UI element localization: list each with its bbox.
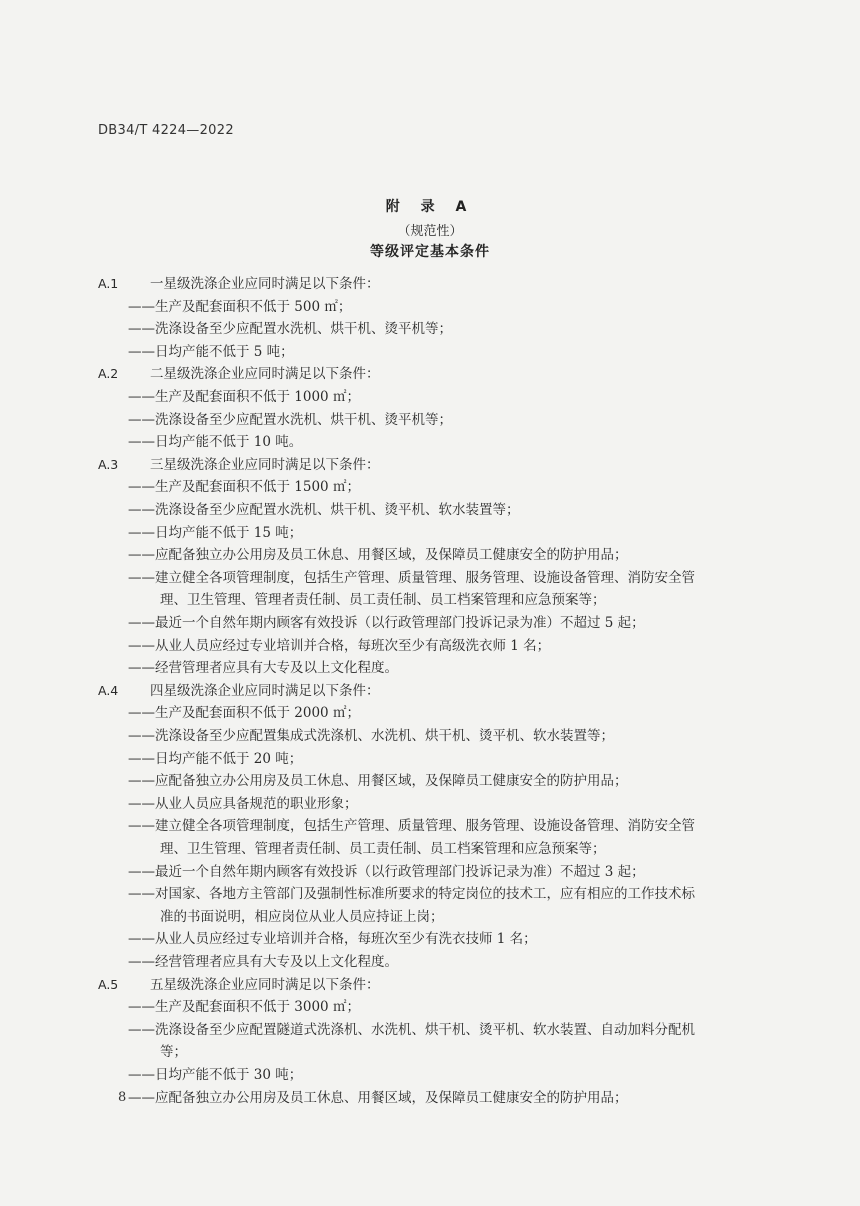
requirement-item: ——洗涤设备至少应配置水洗机、烘干机、烫平机等； xyxy=(128,321,452,338)
section-title: 一星级洗涤企业应同时满足以下条件： xyxy=(150,276,380,292)
requirement-item: ——洗涤设备至少应配置集成式洗涤机、水洗机、烘干机、烫平机、软水装置等； xyxy=(128,728,614,744)
requirement-item: ——应配备独立办公用房及员工休息、用餐区域，及保障员工健康安全的防护用品； xyxy=(128,773,628,790)
appendix-type: （规范性） xyxy=(397,224,463,239)
requirement-item-continuation: 理、卫生管理、管理者责任制、员工责任制、员工档案管理和应急预案等； xyxy=(160,592,606,609)
section-number: A.5 xyxy=(98,976,119,992)
section-number: A.4 xyxy=(98,682,119,698)
document-code: DB34/T 4224—2022 xyxy=(98,123,234,138)
requirement-item: ——日均产能不低于 30 吨； xyxy=(128,1067,303,1083)
requirement-item: ——生产及配套面积不低于 2000 ㎡； xyxy=(128,705,360,722)
section-title: 三星级洗涤企业应同时满足以下条件： xyxy=(150,456,380,473)
requirement-item: ——最近一个自然年期内顾客有效投诉（以行政管理部门投诉记录为准）不超过 5 起； xyxy=(128,615,645,631)
section-title: 二星级洗涤企业应同时满足以下条件： xyxy=(150,366,380,383)
section-number: A.2 xyxy=(98,366,119,382)
requirement-item: ——应配备独立办公用房及员工休息、用餐区域，及保障员工健康安全的防护用品； xyxy=(128,1089,628,1106)
requirement-item: ——从业人员应经过专业培训并合格，每班次至少有洗衣技师 1 名； xyxy=(128,931,537,948)
appendix-title: 附 录 A xyxy=(385,199,475,215)
requirement-item: ——生产及配套面积不低于 500 ㎡； xyxy=(128,298,352,315)
requirement-item-continuation: 等； xyxy=(160,1044,187,1061)
requirement-item-continuation: 理、卫生管理、管理者责任制、员工责任制、员工档案管理和应急预案等； xyxy=(160,841,606,857)
appendix-heading: 等级评定基本条件 xyxy=(370,244,490,260)
requirement-item: ——生产及配套面积不低于 3000 ㎡； xyxy=(128,999,360,1016)
requirement-item: ——生产及配套面积不低于 1000 ㎡； xyxy=(128,389,360,405)
requirement-item: ——最近一个自然年期内顾客有效投诉（以行政管理部门投诉记录为准）不超过 3 起； xyxy=(128,863,645,880)
requirement-item: ——日均产能不低于 10 吨。 xyxy=(128,434,303,451)
requirement-item: ——对国家、各地方主管部门及强制性标准所要求的特定岗位的技术工，应有相应的工作技术标 xyxy=(128,886,695,903)
section-number: A.1 xyxy=(98,276,119,291)
section-number: A.3 xyxy=(98,456,119,472)
requirement-item: ——建立健全各项管理制度，包括生产管理、质量管理、服务管理、设施设备管理、消防安全管 xyxy=(128,569,695,586)
requirement-item: ——洗涤设备至少应配置水洗机、烘干机、烫平机等； xyxy=(128,411,452,428)
requirement-item: ——洗涤设备至少应配置水洗机、烘干机、烫平机、软水装置等； xyxy=(128,502,520,518)
section-title: 四星级洗涤企业应同时满足以下条件： xyxy=(150,682,380,699)
requirement-item: ——日均产能不低于 5 吨； xyxy=(128,343,294,360)
requirement-item: ——经营管理者应具有大专及以上文化程度。 xyxy=(128,660,398,677)
requirement-item: ——生产及配套面积不低于 1500 ㎡； xyxy=(128,479,360,496)
requirement-item-continuation: 准的书面说明，相应岗位从业人员应持证上岗； xyxy=(160,908,444,925)
requirement-item: ——建立健全各项管理制度，包括生产管理、质量管理、服务管理、设施设备管理、消防安全管 xyxy=(128,818,695,835)
requirement-item: ——从业人员应经过专业培训并合格，每班次至少有高级洗衣师 1 名； xyxy=(128,637,551,654)
page-number: 8 xyxy=(118,1090,127,1105)
requirement-item: ——应配备独立办公用房及员工休息、用餐区域，及保障员工健康安全的防护用品； xyxy=(128,547,628,564)
requirement-item: ——从业人员应具备规范的职业形象； xyxy=(128,795,358,812)
requirement-item: ——日均产能不低于 15 吨； xyxy=(128,524,303,541)
requirement-item: ——洗涤设备至少应配置隧道式洗涤机、水洗机、烘干机、烫平机、软水装置、自动加料分配机 xyxy=(128,1021,695,1038)
section-title: 五星级洗涤企业应同时满足以下条件： xyxy=(150,976,380,993)
requirement-item: ——经营管理者应具有大专及以上文化程度。 xyxy=(128,954,398,970)
requirement-item: ——日均产能不低于 20 吨； xyxy=(128,750,303,767)
